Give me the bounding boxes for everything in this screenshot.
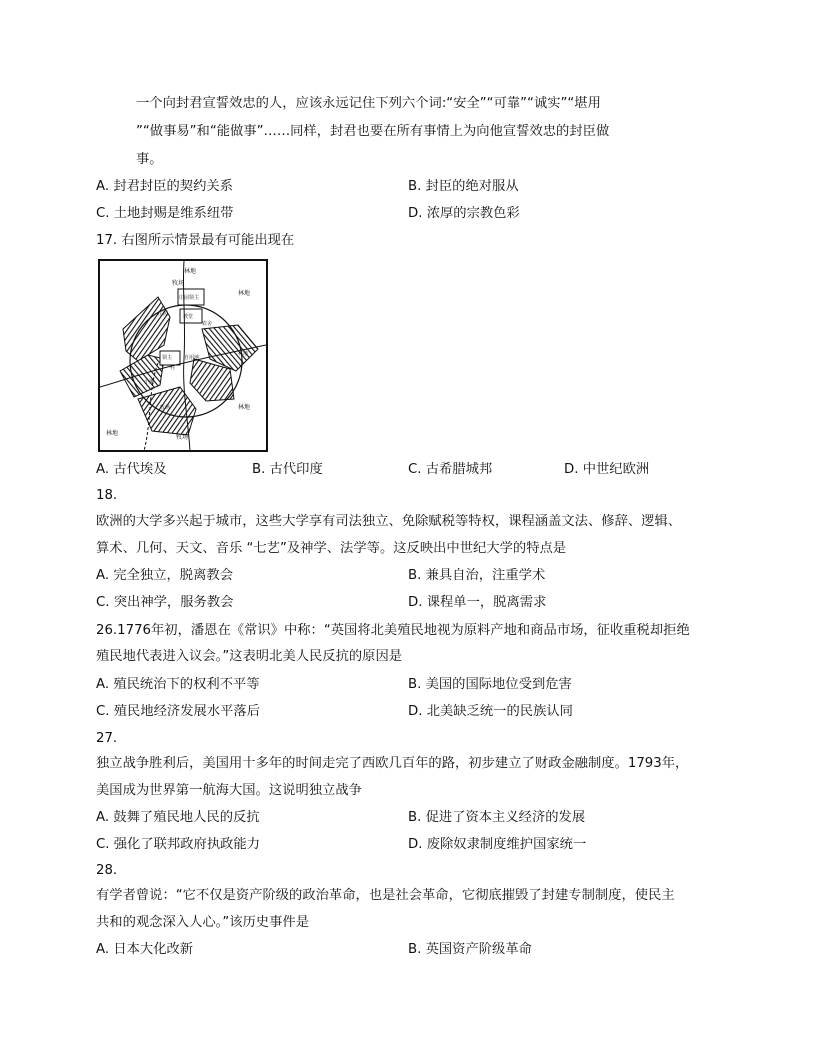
- q17-option-a: A. 古代埃及: [96, 462, 167, 477]
- q28-option-b: B. 英国资产阶级革命: [408, 942, 532, 957]
- q16-option-a: A. 封君封臣的契约关系: [96, 179, 233, 194]
- q18-stem-line-1: 欧洲的大学多兴起于城市，这些大学享有司法独立、免除赋税等特权，课程涵盖文法、修辞、逻辑、: [96, 514, 682, 529]
- q27-number: 27.: [96, 731, 118, 746]
- map-label-7: 庄园: [158, 311, 169, 317]
- map-label-13: 小溪: [144, 379, 155, 385]
- q18-stem-line-2: 算术、几何、天文、音乐 “七艺”及神学、法学等。这反映出中世纪大学的特点是: [96, 541, 567, 556]
- q16-stem-line-1: 一个向封君宣誓效忠的人，应该永远记住下列六个词:“安全”“可靠”“诚实”“堪用: [136, 96, 601, 111]
- q17-option-d: D. 中世纪欧洲: [564, 462, 650, 477]
- map-label-10: 领主: [162, 355, 173, 361]
- q27-stem-line-1: 独立战争胜利后，美国用十多年的时间走完了西欧几百年的路，初步建立了财政金融制度。1793年，: [96, 756, 689, 771]
- q28-option-a: A. 日本大化改新: [96, 942, 194, 957]
- q26-option-b: B. 美国的国际地位受到危害: [408, 677, 572, 692]
- map-label-9: 农舍: [202, 321, 213, 327]
- map-label-8: 教堂: [183, 314, 194, 320]
- map-label-2: 林地: [106, 430, 119, 437]
- q17-option-b: B. 古代印度: [252, 462, 323, 477]
- q28-stem-line-1: 有学者曾说：“它不仅是资产阶级的政治革命，也是社会革命，它彻底摧毁了封建专制制度，使民主: [96, 888, 675, 903]
- q27-stem-line-2: 美国成为世界第一航海大国。这说明独立战争: [96, 783, 362, 798]
- q26-stem-line-2: 殖民地代表进入议会。”这表明北美人民反抗的原因是: [96, 649, 403, 664]
- q27-option-a: A. 鼓舞了殖民地人民的反抗: [96, 810, 260, 825]
- q16-stem-line-3: 事。: [136, 152, 163, 167]
- map-label-1: 林地: [238, 290, 251, 297]
- q16-option-d: D. 浓厚的宗教色彩: [408, 206, 520, 221]
- map-label-0: 林地: [184, 268, 197, 275]
- q26-option-d: D. 北美缺乏统一的民族认同: [408, 704, 573, 719]
- q18-number: 18.: [96, 488, 118, 503]
- q17-stem: 17. 右图所示情景最有可能出现在: [96, 233, 295, 248]
- q18-option-b: B. 兼具自治，注重学术: [408, 568, 546, 583]
- manor-map-figure: [98, 259, 268, 452]
- q27-option-b: B. 促进了资本主义经济的发展: [408, 810, 586, 825]
- map-label-15: 林地: [238, 351, 249, 357]
- map-label-3: 林地: [238, 404, 251, 411]
- map-label-14: 牧场: [160, 405, 171, 411]
- q27-option-c: C. 强化了联邦政府执政能力: [96, 837, 261, 852]
- q18-option-d: D. 课程单一，脱离需求: [408, 595, 547, 610]
- map-label-6: 庄园领主: [179, 295, 200, 301]
- map-label-11: 自用地: [184, 355, 200, 361]
- q26-option-a: A. 殖民统治下的权利不平等: [96, 677, 260, 692]
- q18-option-a: A. 完全独立，脱离教会: [96, 568, 233, 583]
- map-label-4: 牧场: [172, 280, 185, 287]
- q28-stem-line-2: 共和的观念深入人心。”该历史事件是: [96, 915, 309, 930]
- map-label-12: 村: [170, 365, 176, 371]
- q16-option-b: B. 封臣的绝对服从: [408, 179, 519, 194]
- q27-option-d: D. 废除奴隶制度维护国家统一: [408, 837, 587, 852]
- q16-stem-line-2: ”“做事易”和“能做事”……同样，封君也要在所有事情上为向他宣誓效忠的封臣做: [136, 124, 610, 139]
- q18-option-c: C. 突出神学，服务教会: [96, 595, 234, 610]
- q26-stem-line-1: 26.1776年初，潘恩在《常识》中称：“英国将北美殖民地视为原料产地和商品市场，征收重税却拒绝: [96, 623, 690, 638]
- q28-number: 28.: [96, 863, 118, 878]
- q16-option-c: C. 土地封赐是维系纽带: [96, 206, 234, 221]
- q26-option-c: C. 殖民地经济发展水平落后: [96, 704, 261, 719]
- map-label-5: 牧场: [176, 434, 189, 441]
- q17-option-c: C. 古希腊城邦: [408, 462, 493, 477]
